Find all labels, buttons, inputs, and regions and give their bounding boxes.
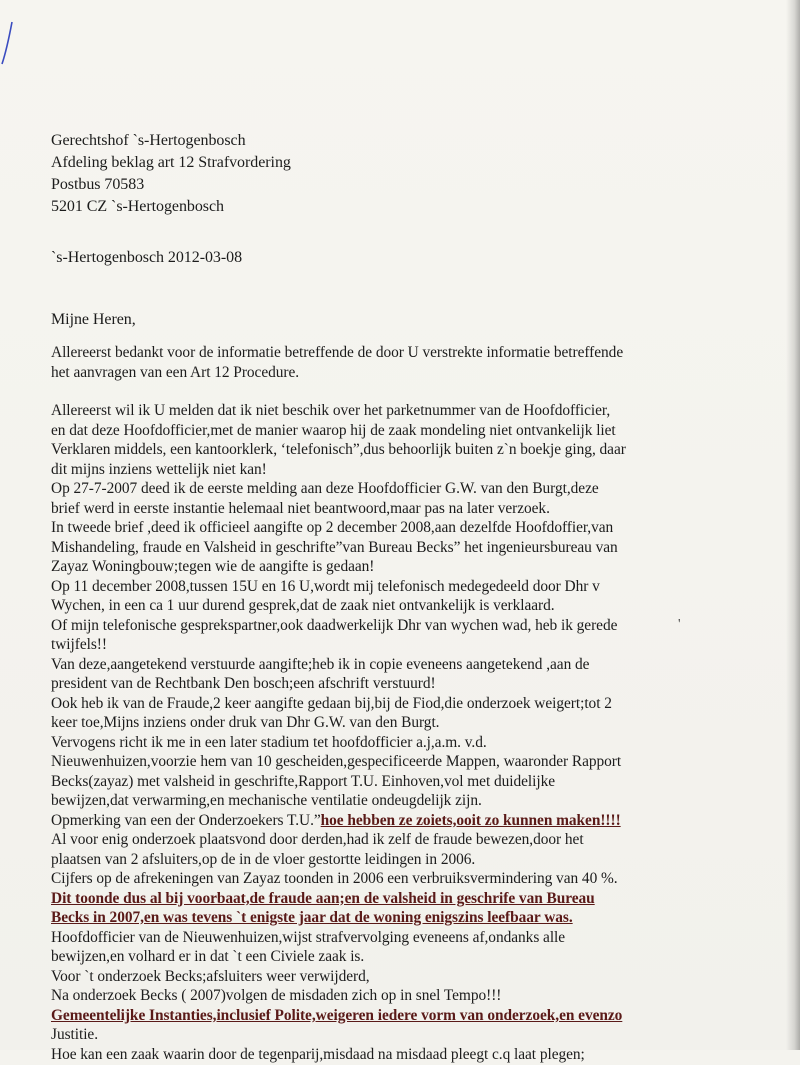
body-line: Op 27-7-2007 deed ik de eerste melding aan deze Hoofdofficier G.W. van den Burgt,deze (51, 480, 599, 497)
address-line-3: Postbus 70583 (51, 176, 145, 193)
remark-prefix: Opmerking van een der Onderzoekers T.U.” (51, 812, 321, 829)
body-line: Ook heb ik van de Fraude,2 keer aangifte gedaan bij,bij de Fiod,die onderzoek weigert;tot 2 (51, 695, 612, 712)
body-line: bewijzen,dat verwarming,en mechanische ventilatie ondeugdelijk zijn. (51, 792, 482, 809)
body-line: Al voor enig onderzoek plaatsvond door derden,had ik zelf de fraude bewezen,door het (51, 831, 584, 848)
body-line: Nieuwenhuizen,voorzie hem van 10 gescheiden,gespecificeerde Mappen, waaronder Rapport (51, 753, 622, 770)
body-line: twijfels!! (51, 636, 107, 653)
body-line: Zayaz Woningbouw;tegen wie de aangifte is gedaan! (51, 558, 375, 575)
body-line: Van deze,aangetekend verstuurde aangifte;heb ik in copie eveneens aangetekend ,aan de (51, 656, 590, 673)
intro-line-2: het aanvragen van een Art 12 Procedure. (51, 364, 300, 381)
address-line-2: Afdeling beklag art 12 Strafvordering (51, 154, 291, 171)
body-line: dit mijns inziens wettelijk niet kan! (51, 461, 267, 478)
body-line: Hoofdofficier van de Nieuwenhuizen,wijst strafvervolging eveneens af,ondanks alle (51, 929, 566, 946)
body-line: president van de Rechtbank Den bosch;een afschrift verstuurd! (51, 675, 436, 692)
body-line: keer toe,Mijns inziens onder druk van Dhr G.W. van den Burgt. (51, 714, 440, 731)
remark-line (51, 811, 621, 831)
emphasis-line: Becks in 2007,en was tevens `t enigste jaar dat de woning enigszins leefbaar was. (51, 909, 573, 926)
body-line: Op 11 december 2008,tussen 15U en 16 U,wordt mij telefonisch medegedeeld door Dhr v (51, 578, 600, 595)
emphasis-line: Dit toonde dus al bij voorbaat,de fraude aan;en de valsheid in geschrife van Bureau (51, 890, 595, 907)
address-line-4: 5201 CZ `s-Hertogenbosch (51, 198, 224, 215)
body-line: en dat deze Hoofdofficier,met de manier waarop hij de zaak mondeling niet ontvankelijk liet (51, 422, 616, 439)
body-line: Of mijn telefonische gesprekspartner,ook daadwerkelijk Dhr van wychen wad, heb ik gerede (51, 617, 618, 634)
pen-mark-icon (0, 18, 14, 66)
body-line: In tweede brief ,deed ik officieel aangifte op 2 december 2008,aan dezelfde Hoofdoffier,van (51, 519, 614, 536)
stray-mark: ' (678, 617, 681, 632)
letter-date: `s-Hertogenbosch 2012-03-08 (51, 249, 243, 266)
body-line: Becks(zayaz) met valsheid in geschrifte,Rapport T.U. Einhoven,vol met duidelijke (51, 773, 556, 790)
body-line: Allereerst wil ik U melden dat ik niet beschik over het parketnummer van de Hoofdofficier, (51, 402, 611, 419)
body-line: Hoe kan een zaak waarin door de tegenparij,misdaad na misdaad pleegt c.q laat plegen; (51, 1046, 585, 1063)
body-line: Cijfers op de afrekeningen van Zayaz toonden in 2006 een verbruiksvermindering van 40 %. (51, 870, 618, 887)
body-line: Mishandeling, fraude en Valsheid in geschrifte”van Bureau Becks” het ingenieursbureau van (51, 539, 618, 556)
remark-emphasis: hoe hebben ze zoiets,ooit zo kunnen maken!!!! (320, 812, 621, 829)
body-line: Voor `t onderzoek Becks;afsluiters weer verwijderd, (51, 968, 370, 985)
body-line: Verklaren middels, een kantoorklerk, ‘telefonisch”,dus behoorlijk buiten z`n boekje ging, daar (51, 441, 626, 458)
body-line: bewijzen,en volhard er in dat `t een Civiele zaak is. (51, 948, 365, 965)
emphasis-line: Gemeentelijke Instanties,inclusief Polite,weigeren iedere vorm van onderzoek,en evenzo (51, 1007, 623, 1024)
body-line: brief werd in eerste instantie helemaal niet beantwoord,maar pas na later verzoek. (51, 500, 550, 517)
intro-line-1: Allereerst bedankt voor de informatie betreffende de door U verstrekte informatie betreffende (51, 344, 624, 361)
body-line: Wychen, in een ca 1 uur durend gesprek,dat de zaak niet ontvankelijk is verklaard. (51, 597, 555, 614)
body-line: Na onderzoek Becks ( 2007)volgen de misdaden zich op in snel Tempo!!! (51, 987, 502, 1004)
body-line: Vervogens richt ik me in een later stadium tet hoofdofficier a.j,a.m. v.d. (51, 734, 487, 751)
address-line-1: Gerechtshof `s-Hertogenbosch (51, 132, 246, 149)
body-line: Justitie. (51, 1026, 99, 1043)
salutation: Mijne Heren, (51, 311, 136, 328)
scan-edge-shadow (786, 0, 800, 1050)
body-line: plaatsen van 2 afsluiters,op de in de vloer gestortte leidingen in 2006. (51, 851, 476, 868)
